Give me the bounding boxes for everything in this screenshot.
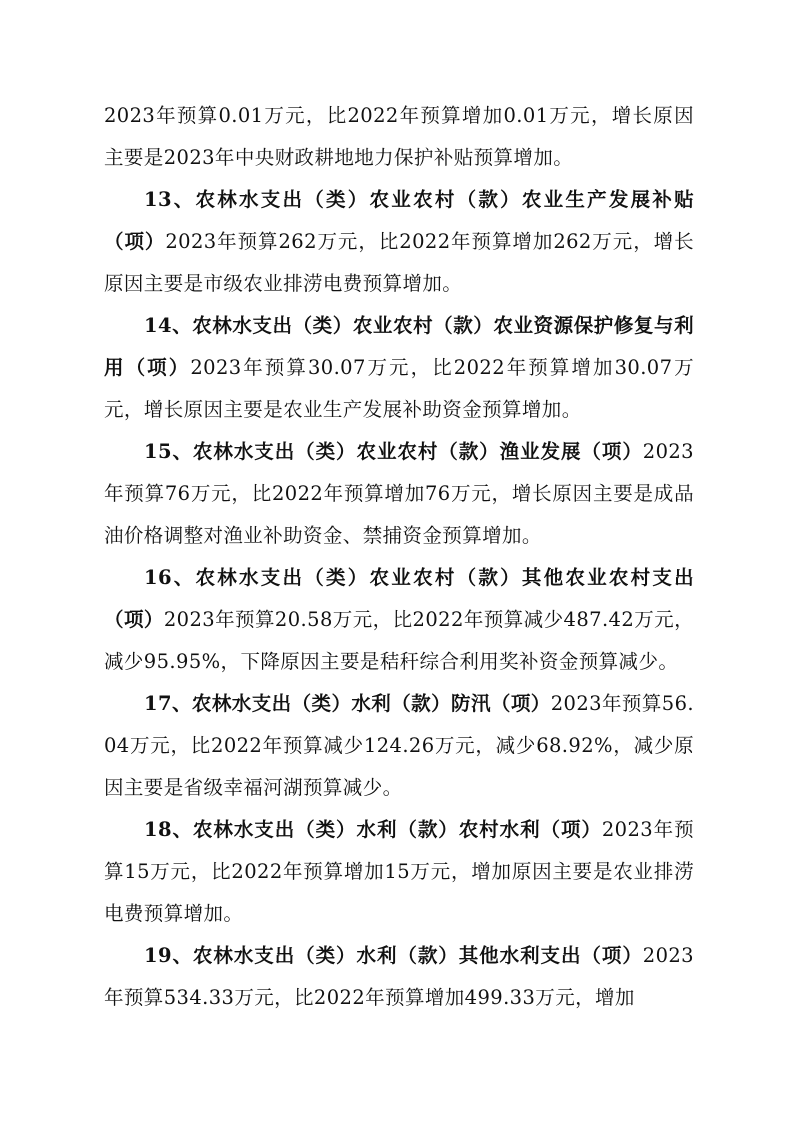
paragraph-heading: 14、农林水支出（类）农业农村（款）农业资源保护修复与利用（项） [104, 314, 694, 379]
paragraph-text: 2023年预算15万元，比2022年预算增加15万元，增加原因主要是农业排涝电费预算增加。 [104, 818, 694, 925]
paragraph-15 [104, 431, 694, 557]
paragraph-17 [104, 683, 694, 809]
paragraph-heading: 19、农林水支出（类）水利（款）其他水利支出（项） [144, 944, 643, 967]
paragraph-text: 2023年预算76万元，比2022年预算增加76万元，增长原因主要是成品油价格调整对渔业补助资金、禁捕资金预算增加。 [104, 440, 694, 547]
paragraph-16 [104, 557, 694, 683]
paragraph-13 [104, 179, 694, 305]
paragraph-text: 2023年预算262万元，比2022年预算增加262万元，增长原因主要是市级农业排涝电费预算增加。 [104, 230, 694, 295]
paragraph-18 [104, 809, 694, 935]
paragraph-text: 2023年预算30.07万元，比2022年预算增加30.07万元，增长原因主要是农业生产发展补助资金预算增加。 [104, 356, 694, 421]
paragraph-heading: 16、农林水支出（类）农业农村（款）其他农业农村支出（项） [104, 566, 694, 631]
paragraph-heading: 15、农林水支出（类）农业农村（款）渔业发展（项） [144, 440, 643, 463]
paragraph-19 [104, 935, 694, 1019]
paragraph-text: 2023年预算20.58万元，比2022年预算减少487.42万元，减少95.95%，下降原因主要是秸秆综合利用奖补资金预算减少。 [104, 608, 694, 673]
paragraph-text: 2023年预算56.04万元，比2022年预算减少124.26万元，减少68.92%，减少原因主要是省级幸福河湖预算减少。 [104, 692, 694, 799]
paragraph-12-continuation [104, 95, 694, 179]
paragraph-heading: 18、农林水支出（类）水利（款）农村水利（项） [144, 818, 602, 841]
paragraph-heading: 13、农林水支出（类）农业农村（款）农业生产发展补贴（项） [104, 188, 694, 253]
paragraph-text: 2023年预算0.01万元，比2022年预算增加0.01万元，增长原因主要是2023年中央财政耕地地力保护补贴预算增加。 [104, 104, 694, 169]
paragraph-heading: 17、农林水支出（类）水利（款）防汛（项） [144, 692, 551, 715]
paragraph-text: 2023年预算534.33万元，比2022年预算增加499.33万元，增加 [104, 944, 694, 1009]
paragraph-14 [104, 305, 694, 431]
